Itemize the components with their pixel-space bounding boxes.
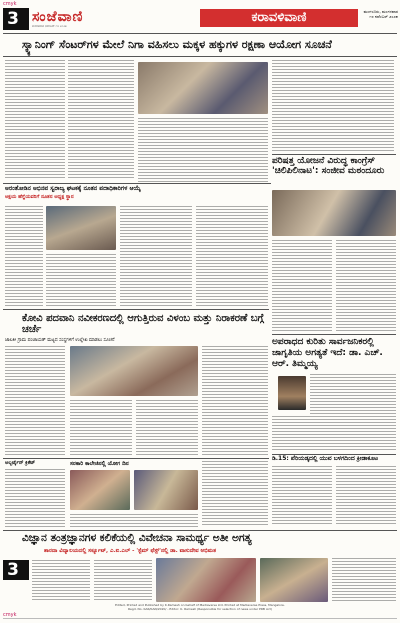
bottom-photo-2 bbox=[260, 558, 328, 602]
imprint-line-2: Regd. No. KAR/KAN/2020/ - Editor: K. Ramesh (Responsible for selection of news under PRB Act) bbox=[128, 606, 272, 611]
right-col-text-top bbox=[272, 60, 394, 152]
cmyk-mark-top: cmyk bbox=[3, 1, 17, 7]
caste-text-1 bbox=[310, 374, 396, 414]
lead-photo bbox=[138, 62, 268, 114]
cricket-text bbox=[5, 469, 65, 527]
ferry-text-3 bbox=[136, 400, 198, 456]
right-rule-1 bbox=[272, 154, 396, 155]
bottom-sub: ಶಾರದಾ ವಿದ್ಯಾಲಯದಲ್ಲಿ ಸರ್ಕ್ಯೂಟ್, ಎ.ಐ.ಎಲ್ - 'ಸ್ಟೆಮ್ ಫೆಸ್ಟ್'ನಲ್ಲಿ ಡಾ. ವಾಸುದೇವ ಅಭಿಮತ bbox=[44, 548, 216, 554]
bottom-headline: ವಿಜ್ಞಾನ ತಂತ್ರಜ್ಞಾನಗಳ ಕಲಿಕೆಯಲ್ಲಿ ವಿವೇಚನಾ ಸಾಮರ್ಥ್ಯ ಅತೀ ಅಗತ್ಯ bbox=[22, 532, 252, 544]
speaker-photo bbox=[278, 376, 306, 410]
brand-subtitle: ಮಂಗಳವಾರ ನವೆಂಬರ್ ೧೮ ೨೦೨೫ bbox=[32, 24, 67, 28]
page-number-bottom: 3 bbox=[7, 560, 19, 580]
mid-head: ಸರಕಾರಿ ಕಾಲೇಜಿನಲ್ಲಿ ಯೋಗ ದಿನ bbox=[70, 461, 129, 467]
page-number: 3 bbox=[7, 9, 19, 29]
cricket-head: ಅಲ್ಬರ್ಟೈನ್ ಕ್ರಿಕೆಟ್ bbox=[5, 460, 36, 466]
bottom-photo-group bbox=[156, 558, 256, 602]
lead-text-continued bbox=[138, 160, 268, 182]
congress-text-2 bbox=[336, 240, 396, 332]
bottom-text-3 bbox=[332, 558, 396, 602]
short-text-1 bbox=[272, 466, 332, 524]
caste-text-2 bbox=[272, 416, 396, 452]
lead-headline: ಸ್ಕ್ಯಾನಿಂಗ್ ಸೆಂಟರ್‌ಗಳ ಮೇಲೆ ನಿಗಾ ವಹಿಸಲು ಮಕ್ಕಳ ಹಕ್ಕುಗಳ ರಕ್ಷಣಾ ಆಯೋಗ ಸೂಚನೆ bbox=[22, 38, 332, 51]
brand-logo: ಸಂಜೆವಾಣಿ bbox=[32, 9, 84, 25]
masthead-rule bbox=[3, 33, 397, 34]
ferry-photo bbox=[70, 346, 198, 396]
lead-text-below-photo bbox=[138, 118, 268, 158]
bottom-text-2 bbox=[94, 560, 152, 602]
mid-photo-1 bbox=[70, 470, 130, 510]
mid-text bbox=[70, 514, 198, 528]
left-col-text-6 bbox=[196, 206, 268, 306]
congress-text-1 bbox=[272, 240, 332, 332]
section-title: ಕರಾವಳಿವಾಣಿ bbox=[200, 9, 358, 27]
left-col-text-3 bbox=[5, 206, 43, 306]
left-col-text-2 bbox=[68, 60, 134, 180]
imprint-line-1: Edited, Printed and Published by K.Ramesh on behalf of Mediaverse Ltd. Printed at Mediaverse Press, Mangalore. bbox=[115, 603, 285, 607]
imprint-footer bbox=[30, 604, 370, 612]
left-subhead: ಅರಂತೋಡಿನ ಅಭಿನವ ಸ್ವರಾಜ್ಯ ಘಟಕಕ್ಕೆ ನೂತನ ಪದಾಧಿಕಾರಿಗಳ ಆಯ್ಕೆ bbox=[5, 185, 141, 192]
left-col-text-4 bbox=[46, 254, 116, 306]
lead-rule bbox=[3, 56, 397, 57]
bottom-rule bbox=[3, 530, 397, 531]
right-rule-2 bbox=[272, 334, 396, 335]
ferry-headline: ಕೋವಿ ಪದವಾನಿ ನವೀಕರಣದಲ್ಲಿ ಆಗುತ್ತಿರುವ ವಿಳಂಬ ಮತ್ತು ನಿರಾಕರಣೆ ಬಗ್ಗೆ ಚರ್ಚೆ bbox=[22, 313, 264, 335]
left-rule-1 bbox=[3, 183, 271, 184]
short-head: ಡಿ.15: ಪೆರಿಯಡ್ಕದಲ್ಲಿ ಯುವ ಬಳಗದಿಂದ ಕ್ರೀಡಾಕೂಟ bbox=[272, 455, 378, 462]
caste-headline: ಅಪರಾಧದ ಕುರಿತು ಸಾರ್ವಜನಿಕರಲ್ಲಿ ಜಾಗೃತಿಯ ಅಗತ್ಯತೆ ಇದೆ: ಡಾ. ಎಚ್. ಆರ್. ತಿಮ್ಮಯ್ಯ bbox=[272, 337, 383, 369]
ferry-text-2 bbox=[70, 400, 132, 456]
bottom-text-1 bbox=[32, 560, 90, 602]
mid-text-right bbox=[202, 461, 268, 527]
left-col-text-5 bbox=[120, 206, 192, 306]
ferry-sub: ಜಾಲತೀ ಗ್ರಾಮ ಪಂಚಾಯತ್ ಮಟ್ಟದ ಸಂಸ್ಥಗಳಿಗೆ ಉಲ್ಲೇಖ ಮಾಡಲು ಸೂಚನೆ bbox=[5, 338, 115, 343]
left-rule-2 bbox=[3, 309, 269, 310]
mid-photo-2 bbox=[134, 470, 198, 510]
group-photo-1 bbox=[46, 206, 116, 250]
congress-photo bbox=[272, 190, 396, 236]
date-line: ಮಂಗಳೂರು, ಮಂಗಳವಾರ ೧೮ ನವೆಂಬರ್ ೨೦೨೫ bbox=[363, 9, 398, 19]
ferry-text-4 bbox=[202, 346, 268, 456]
left-rule-3 bbox=[3, 458, 269, 459]
ferry-text-1 bbox=[5, 346, 65, 456]
short-text-2 bbox=[336, 466, 396, 524]
left-subhead-2: ಅಕ್ಷಯ ಹೆಗ್ಡೆಯವರಿಗೆ ನೂತನ ಅಧ್ಯಕ್ಷ ಸ್ಥಾನ bbox=[5, 194, 74, 200]
congress-headline: ಪರಿಷತ್ತ ಯೋಜನೆ ವಿರುದ್ಧ ಕಾಂಗ್ರೆಸ್ 'ಚಿಲಿಪಿಲಿನಾಟ': ಸಂಜೀವ ಮಠಂದೂರು bbox=[272, 156, 385, 177]
left-col-text-1 bbox=[5, 60, 65, 180]
cmyk-mark-bottom: cmyk bbox=[3, 612, 17, 618]
page-bottom-rule bbox=[3, 618, 397, 619]
